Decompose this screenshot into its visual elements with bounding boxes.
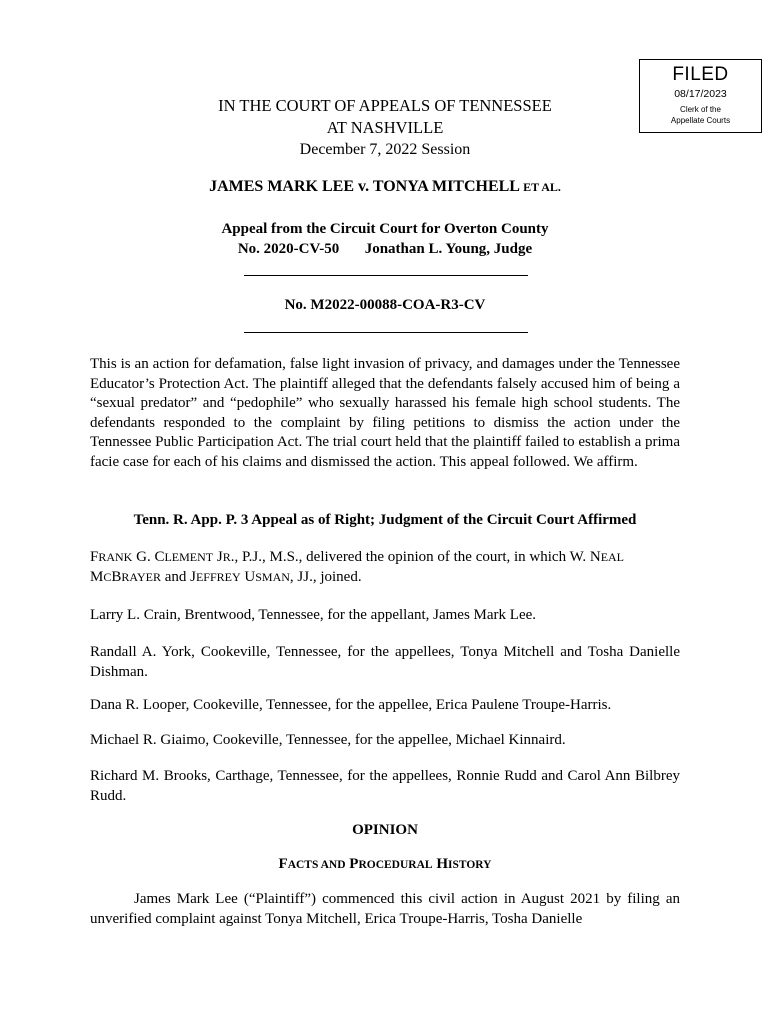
docket-number: No. M2022-00088-COA-R3-CV — [284, 297, 486, 313]
auth-part: LEMENT — [164, 550, 214, 564]
auth-part: SMAN — [255, 569, 290, 584]
facts-part: P — [345, 856, 359, 872]
disposition — [90, 511, 680, 531]
stamp-date: 08/17/2023 — [674, 88, 727, 100]
appeal-court-line: Appeal from the Circuit Court for Overton County — [221, 221, 549, 237]
auth-part: , JJ., joined. — [289, 568, 362, 585]
caption-main: JAMES MARK LEE v. TONYA MITCHELL — [209, 178, 520, 195]
stamp-clerk-line1: Clerk of the — [680, 105, 721, 114]
stamp-clerk-line2: Appellate Courts — [670, 116, 731, 125]
case-summary: This is an action for defamation, false light invasion of privacy, and damages under the Tennessee Educator’s Protection Act. The plaintiff alleged that the defendants falsely accused him of being a “sexual predator” and “pedophile” who sexually harassed his female high school students. The defendants responded to the complaint by filing petitions to dismiss the action under the Tennessee Public Participation Act. The trial court held that the plaintiff failed to establish a prima facie case for each of his claims and dismissed the action. This appeal followed. We affirm. — [90, 356, 680, 470]
divider-rule-top — [244, 275, 528, 276]
auth-part: RAYER — [121, 569, 161, 584]
facts-part: ACTS AND — [287, 859, 346, 871]
caption-suffix: ET AL. — [523, 180, 561, 194]
facts-part: ISTORY — [448, 859, 492, 871]
auth-part: G. C — [132, 549, 165, 565]
auth-part: and J — [160, 568, 196, 585]
court-location: AT NASHVILLE — [326, 118, 444, 137]
opinion-heading-text: OPINION — [352, 822, 418, 838]
auth-part: F — [90, 549, 99, 565]
appeal-info — [90, 219, 680, 259]
auth-part: R — [222, 550, 231, 564]
court-session: December 7, 2022 Session — [299, 141, 471, 158]
auth-part: EAL — [600, 550, 625, 564]
court-name: IN THE COURT OF APPEALS OF TENNESSEE — [218, 96, 552, 115]
facts-part: H — [432, 856, 448, 872]
court-header — [90, 95, 680, 161]
divider-rule-bottom — [244, 332, 528, 333]
auth-part: RANK — [98, 550, 133, 564]
auth-part: B — [111, 568, 122, 585]
stamp-filed-label: FILED — [672, 64, 729, 85]
trial-judge: Jonathan L. Young, Judge — [364, 241, 533, 257]
case-caption — [90, 178, 680, 196]
auth-part: J — [213, 549, 223, 565]
facts-heading — [90, 855, 680, 876]
facts-part: F — [278, 856, 288, 872]
auth-part: U — [240, 568, 256, 585]
facts-part: ROCEDURAL — [358, 859, 433, 871]
auth-part: ., P.J., M.S., delivered the opinion of the court, in which W. N — [230, 549, 601, 565]
counsel-appellee-troupe-harris: Dana R. Looper, Cookeville, Tennessee, for the appellee, Erica Paulene Troupe-Harris. — [90, 697, 612, 713]
opinion-heading — [90, 821, 680, 841]
counsel-appellees-rudd: Richard M. Brooks, Carthage, Tennessee, for the appellees, Ronnie Rudd and Carol Ann Bilbrey Rudd. — [90, 768, 680, 804]
disposition-text: Tenn. R. App. P. 3 Appeal as of Right; Judgment of the Circuit Court Affirmed — [133, 512, 637, 528]
counsel-appellees-mitchell: Randall A. York, Cookeville, Tennessee, for the appellees, Tonya Mitchell and Tosha Danielle Dishman. — [90, 644, 680, 680]
counsel-appellee-kinnaird: Michael R. Giaimo, Cookeville, Tennessee, for the appellee, Michael Kinnaird. — [90, 732, 566, 748]
opinion-body-start: James Mark Lee (“Plaintiff”) commenced this civil action in August 2021 by filing an unverified complaint against Tonya Mitchell, Erica Troupe-Harris, Tosha Danielle — [90, 891, 680, 927]
trial-case-number: No. 2020-CV-50 — [237, 241, 340, 257]
auth-part: EFFREY — [195, 569, 241, 584]
auth-part: M — [90, 568, 104, 585]
auth-part: C — [103, 569, 112, 584]
counsel-appellant: Larry L. Crain, Brentwood, Tennessee, for the appellant, James Mark Lee. — [90, 607, 537, 623]
appeal-case-line — [90, 239, 680, 259]
authorship-statement — [90, 548, 680, 587]
